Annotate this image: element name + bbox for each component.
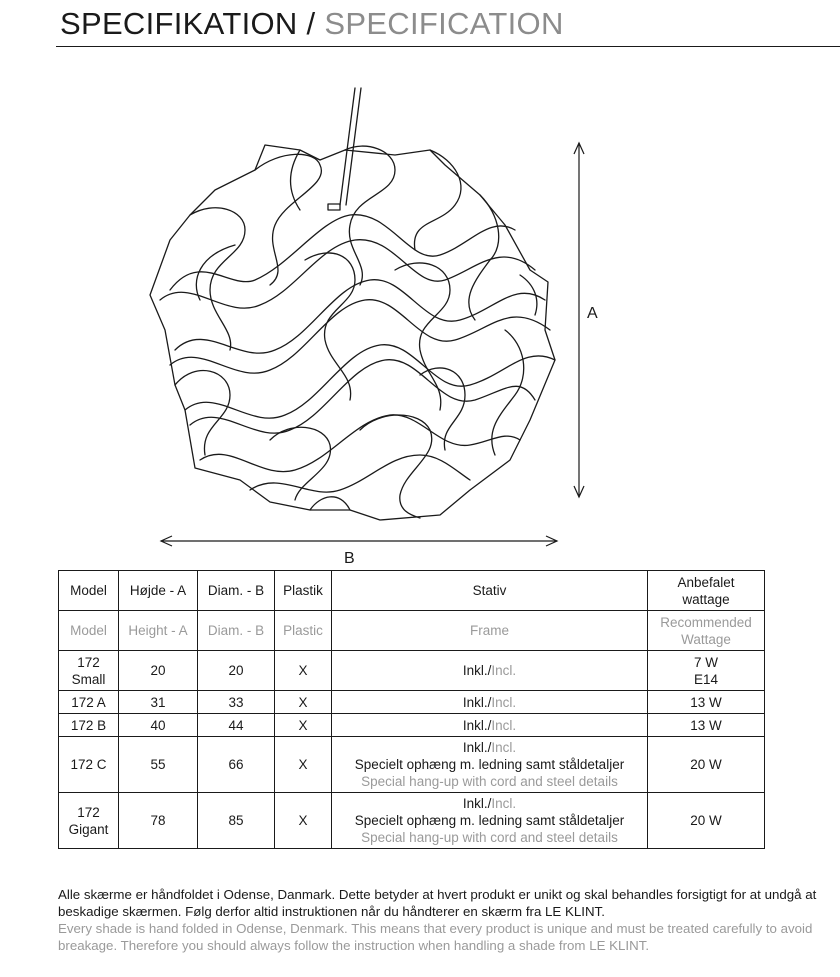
row-height: 31 — [119, 691, 198, 714]
subheader-plastic: Plastic — [275, 611, 332, 651]
row-frame: Inkl./Incl. Specielt ophæng m. ledning samt ståldetaljer Special hang-up with cord and steel details — [332, 793, 648, 849]
subheader-wattage: Recommended Wattage — [648, 611, 765, 651]
subheader-frame: Frame — [332, 611, 648, 651]
height-dimension-label: A — [587, 305, 598, 322]
row-plastic: X — [275, 793, 332, 849]
row-model: 172 B — [59, 714, 119, 737]
footer-danish: Alle skærme er håndfoldet i Odense, Danmark. Dette betyder at hvert produkt er unikt og skal behandles forsigtigt for at undgå at beskadige skærmen. Følg derfor altid instruktionen når du håndterer en skærm fra LE KLINT. — [58, 887, 817, 919]
row-frame: Inkl./Incl. — [332, 691, 648, 714]
specification-table — [58, 570, 765, 849]
footer-english: Every shade is hand folded in Odense, Denmark. This means that every product is unique and must be treated carefully to avoid breakage. Therefore you should always follow the instruction when handling a shade from LE KLINT. — [58, 921, 813, 953]
header-height: Højde - A — [119, 571, 198, 611]
row-diameter: 20 — [198, 651, 275, 691]
row-diameter: 85 — [198, 793, 275, 849]
title-danish: SPECIFIKATION — [60, 6, 298, 41]
row-diameter: 66 — [198, 737, 275, 793]
row-wattage: 13 W — [648, 714, 765, 737]
row-height: 55 — [119, 737, 198, 793]
table-row — [59, 714, 765, 737]
table-row — [59, 737, 765, 793]
footer-notes — [58, 886, 838, 954]
subheader-height: Height - A — [119, 611, 198, 651]
table-subheader-row — [59, 611, 765, 651]
row-frame: Inkl./Incl. Specielt ophæng m. ledning samt ståldetaljer Special hang-up with cord and steel details — [332, 737, 648, 793]
header-model: Model — [59, 571, 119, 611]
header-frame: Stativ — [332, 571, 648, 611]
row-height: 78 — [119, 793, 198, 849]
row-diameter: 44 — [198, 714, 275, 737]
subheader-diameter: Diam. - B — [198, 611, 275, 651]
table-row — [59, 691, 765, 714]
table-header-row — [59, 571, 765, 611]
row-frame: Inkl./Incl. — [332, 651, 648, 691]
row-height: 40 — [119, 714, 198, 737]
height-dimension-arrow — [574, 143, 584, 497]
title-separator: / — [306, 6, 316, 41]
row-model: 172 Gigant — [59, 793, 119, 849]
row-diameter: 33 — [198, 691, 275, 714]
row-wattage: 20 W — [648, 793, 765, 849]
row-height: 20 — [119, 651, 198, 691]
diameter-dimension-arrow — [161, 536, 557, 546]
row-wattage: 20 W — [648, 737, 765, 793]
lamp-shade-illustration — [150, 88, 555, 520]
row-model: 172 C — [59, 737, 119, 793]
row-model: 172 Small — [59, 651, 119, 691]
row-wattage: 7 W E14 — [648, 651, 765, 691]
row-plastic: X — [275, 651, 332, 691]
table-row — [59, 793, 765, 849]
subheader-model: Model — [59, 611, 119, 651]
row-plastic: X — [275, 737, 332, 793]
table-row — [59, 651, 765, 691]
row-wattage: 13 W — [648, 691, 765, 714]
header-wattage: Anbefalet wattage — [648, 571, 765, 611]
diameter-dimension-label: B — [344, 550, 355, 567]
row-model: 172 A — [59, 691, 119, 714]
row-frame: Inkl./Incl. — [332, 714, 648, 737]
row-plastic: X — [275, 714, 332, 737]
header-plastic: Plastik — [275, 571, 332, 611]
row-plastic: X — [275, 691, 332, 714]
title-english: SPECIFICATION — [324, 6, 564, 41]
header-diameter: Diam. - B — [198, 571, 275, 611]
